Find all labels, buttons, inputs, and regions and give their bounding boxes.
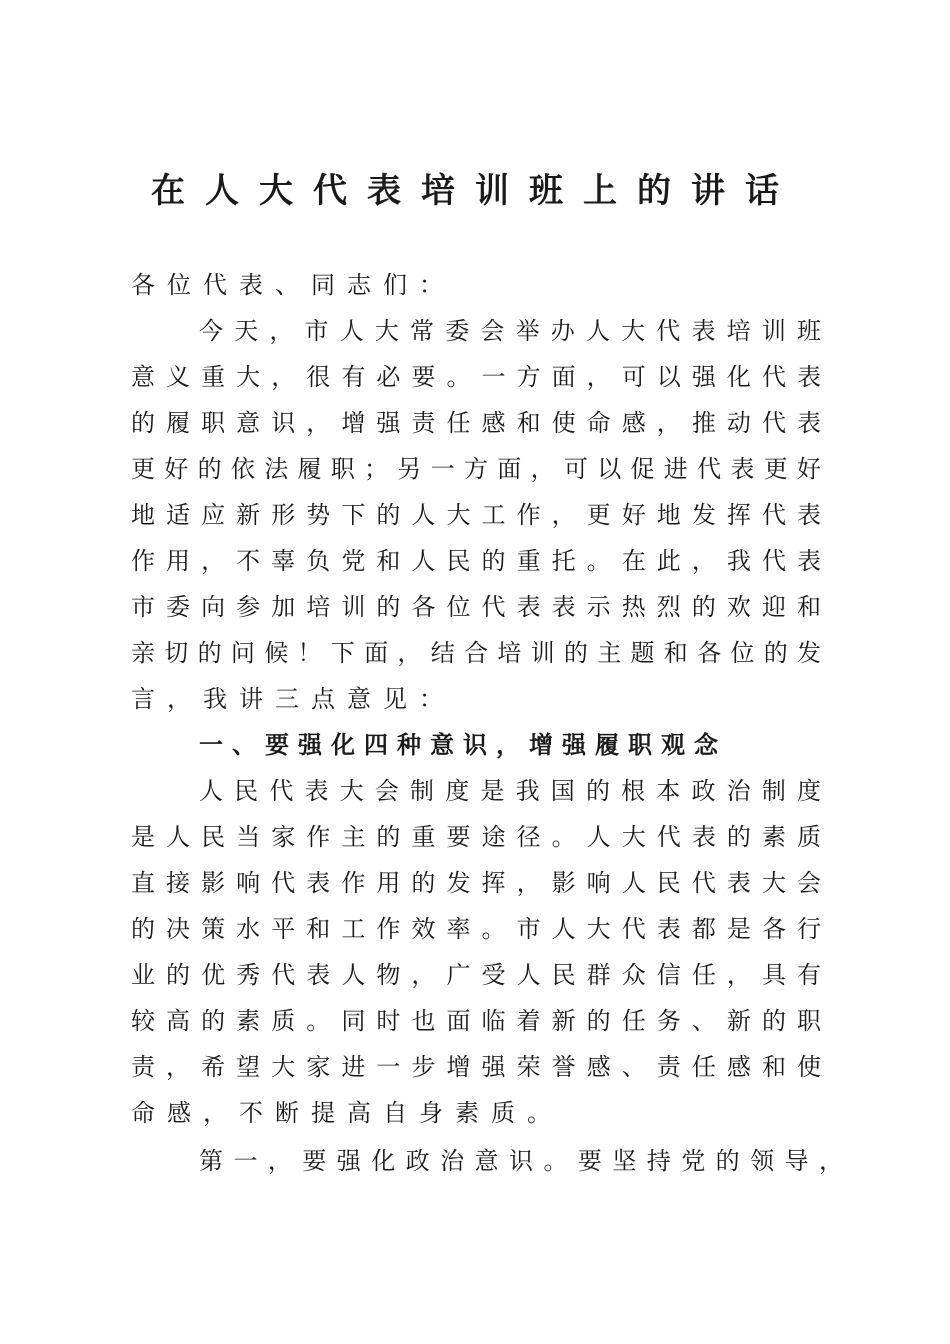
body-line: 作用，不辜负党和人民的重托。在此，我代表 — [131, 547, 821, 575]
body-line: 业的优秀代表人物，广受人民群众信任，具有 — [131, 961, 821, 989]
body-line: 今天，市人大常委会举办人大代表培训班 — [199, 317, 821, 345]
body-line: 第一，要强化政治意识。要坚持党的领导， — [199, 1147, 843, 1175]
body-line: 责，希望大家进一步增强荣誉感、责任感和使 — [131, 1053, 821, 1081]
section-heading: 一、要强化四种意识，增强履职观念 — [199, 731, 727, 759]
salutation: 各位代表、同志们： — [131, 271, 455, 299]
body-line: 言，我讲三点意见： — [131, 685, 455, 713]
body-line: 市委向参加培训的各位代表表示热烈的欢迎和 — [131, 593, 821, 621]
body-line: 的决策水平和工作效率。市人大代表都是各行 — [131, 915, 821, 943]
body-line: 人民代表大会制度是我国的根本政治制度 — [199, 777, 821, 805]
body-line: 较高的素质。同时也面临着新的任务、新的职 — [131, 1007, 821, 1035]
body-line: 更好的依法履职；另一方面，可以促进代表更好 — [131, 455, 821, 483]
body-line: 是人民当家作主的重要途径。人大代表的素质 — [131, 823, 821, 851]
body-line: 直接影响代表作用的发挥，影响人民代表大会 — [131, 869, 821, 897]
body-line: 的履职意识，增强责任感和使命感，推动代表 — [131, 409, 821, 437]
body-line: 命感，不断提高自身素质。 — [131, 1099, 563, 1127]
body-line: 亲切的问候！下面，结合培训的主题和各位的发 — [131, 639, 821, 667]
document-title: 在人大代表培训班上的讲话 — [151, 171, 799, 211]
body-line: 地适应新形势下的人大工作，更好地发挥代表 — [131, 501, 821, 529]
body-line: 意义重大，很有必要。一方面，可以强化代表 — [131, 363, 821, 391]
